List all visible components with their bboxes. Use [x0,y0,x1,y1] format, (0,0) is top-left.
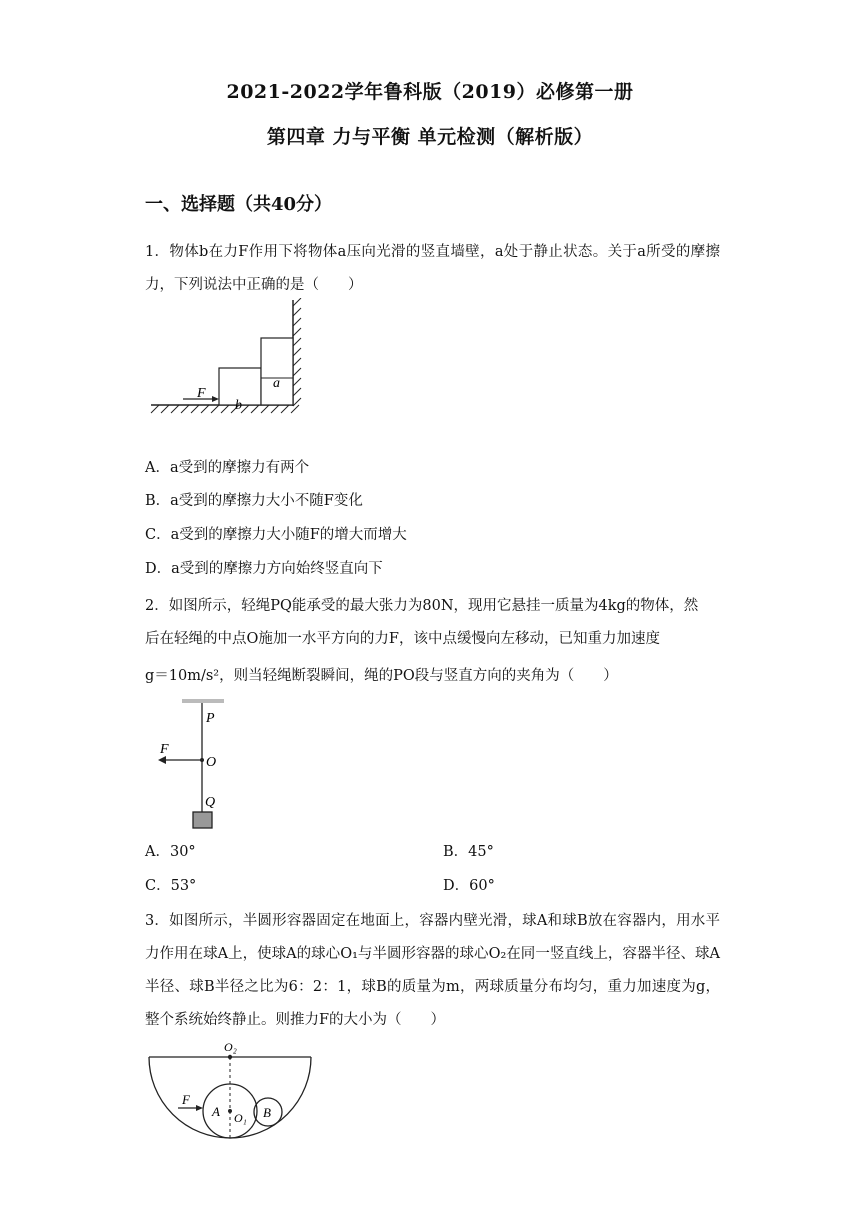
option-a: A．a受到的摩擦力有两个 [145,460,310,476]
ceiling-shade [182,699,224,703]
wall-hatching [293,298,301,406]
label-f: F [197,386,206,401]
label-f: F [182,1092,190,1107]
option-b: B．a受到的摩擦力大小不随F变化 [145,493,363,509]
label-p: P [206,711,215,726]
question-2 [145,590,720,693]
question-text: 物体b在力F作用下将物体a压向光滑的竖直墙壁，a处于静止状态。关于a所受的摩擦力，下列说法中正确的是（ ） [145,244,720,293]
label-a: a [273,376,280,391]
force-arrowhead [212,396,219,402]
question-text-line-3: g＝10m/s²，则当轻绳断裂瞬间，绳的PO段与竖直方向的夹角为（ ） [145,668,618,684]
question-number: 3． [145,913,170,929]
figure-hemisphere [140,1036,320,1148]
option-d: D．a受到的摩擦力方向始终竖直向下 [145,561,383,577]
label-o1: O₁ [234,1111,247,1125]
point-o2 [228,1055,232,1059]
figure-rope [150,696,240,836]
label-q: Q [205,795,216,810]
question-text: 如图所示，半圆形容器固定在地面上，容器内壁光滑，球A和球B放在容器内，用水平力作用在球A上，使球A的球心O₁与半圆形容器的球心O₂在同一竖直线上，容器半径、球A半径、球B半径之比为6：2：1，球B的质量为m，两球质量分布均匀，重力加速度为g，整个系统始终静止。则推力F的大小为（ ） [145,913,721,1028]
point-o [200,758,204,762]
label-b: b [235,398,242,413]
option-c: C．53° [145,878,197,894]
floor-hatching [151,405,299,413]
question-3 [145,905,720,1037]
question-text-line-1: 如图所示，轻绳PQ能承受的最大张力为80N，现用它悬挂一质量为4kg的物体，然 [168,598,699,614]
label-o: O [206,755,217,770]
document-title: 2021-2022学年鲁科版（2019）必修第一册 [226,81,634,103]
option-a: A．30° [145,844,196,860]
option-b: B．45° [443,844,494,860]
block-a [261,338,293,405]
question-text-line-2: 后在轻绳的中点O施加一水平方向的力F，该中点缓慢向左移动，已知重力加速度 [145,631,660,647]
label-o2: O₂ [224,1040,237,1054]
figure-blocks-wall [145,298,315,438]
force-arrowhead [158,756,166,764]
hanging-mass [193,812,212,828]
option-c: C．a受到的摩擦力大小随F的增大而增大 [145,527,407,543]
section-heading: 一、选择题（共40分） [145,194,333,215]
option-d: D．60° [443,878,495,894]
point-o1 [228,1109,232,1113]
label-f: F [160,742,169,757]
question-number: 2． [145,598,169,614]
label-b: B [263,1105,271,1120]
force-arrowhead [196,1105,203,1111]
label-a: A [212,1104,220,1119]
question-number: 1． [145,244,170,260]
question-1 [145,236,720,302]
document-subtitle: 第四章 力与平衡 单元检测（解析版） [266,126,594,148]
